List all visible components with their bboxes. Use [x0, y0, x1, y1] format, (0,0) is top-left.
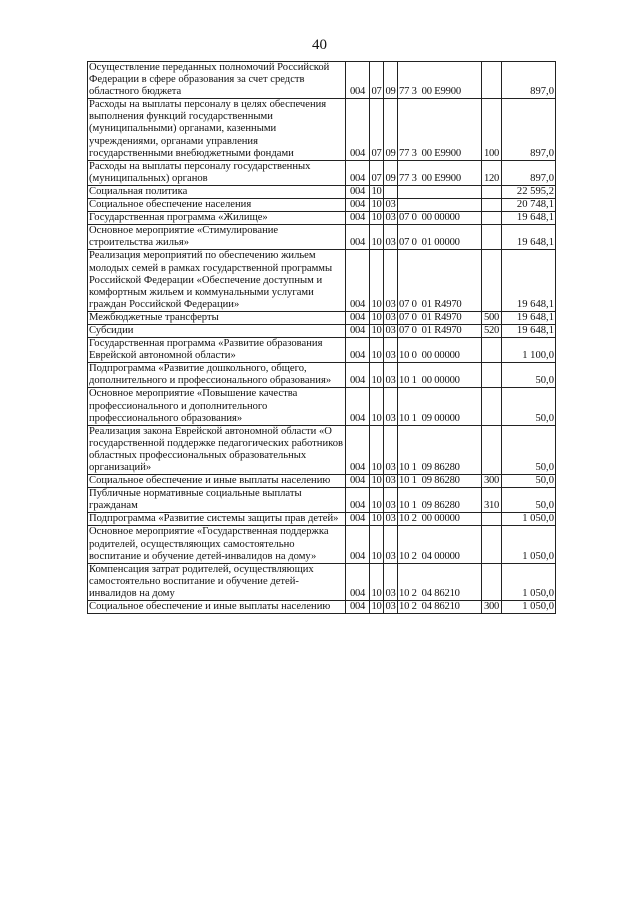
subsection-code: 03 [385, 513, 396, 525]
section-code: 10 [370, 250, 384, 311]
table-row [88, 99, 556, 160]
amount: 897,0 [502, 99, 556, 160]
subsection-code: 09 [384, 160, 398, 185]
item-name: Подпрограмма «Развитие системы защиты прав детей» [88, 513, 346, 526]
item-name: Государственная программа «Развитие образования Еврейской автономной области» [88, 338, 346, 363]
section-code: 10 [371, 475, 382, 487]
section-code: 07 [370, 62, 384, 99]
expense-type-code [482, 199, 502, 212]
amount: 50,0 [502, 488, 556, 513]
amount: 19 648,1 [502, 311, 556, 324]
amount: 1 050,0 [502, 601, 556, 614]
table-row [88, 563, 556, 600]
expense-type-code [482, 388, 502, 425]
ministry-code: 004 [346, 563, 370, 600]
item-name: Основное мероприятие «Повышение качества профессионального и дополнительного профессионального образования» [88, 388, 346, 425]
item-name: Реализация мероприятий по обеспечению жильем молодых семей в рамках государственной программы Российской Федерации «Обеспечение доступным и комфортным жильем и коммунальными услугами граждан Российской Федерации» [88, 250, 346, 311]
table-row [88, 160, 556, 185]
ministry-code: 004 [346, 212, 370, 225]
ministry-code: 004 [346, 160, 370, 185]
item-name: Социальное обеспечение и иные выплаты населению [88, 601, 346, 614]
amount: 22 595,2 [502, 185, 556, 198]
subsection-code: 09 [384, 62, 398, 99]
target-article-code: 10 2 04 86210 [398, 563, 482, 600]
table-row [88, 225, 556, 250]
amount: 19 648,1 [502, 225, 556, 250]
amount: 50,0 [502, 363, 556, 388]
section-code: 10 [370, 526, 384, 563]
budget-table [87, 61, 556, 614]
item-name: Расходы на выплаты персоналу государственных (муниципальных) органов [88, 160, 346, 185]
ministry-code: 004 [346, 311, 370, 324]
section-code: 07 [370, 160, 384, 185]
amount: 1 050,0 [502, 563, 556, 600]
subsection-code: 03 [384, 388, 398, 425]
ministry-code: 004 [346, 601, 370, 614]
subsection-code: 03 [384, 225, 398, 250]
item-name: Межбюджетные трансферты [88, 311, 346, 324]
amount: 19 648,1 [502, 212, 556, 225]
amount: 19 648,1 [502, 250, 556, 311]
table-row [88, 475, 556, 488]
table-row [88, 425, 556, 474]
section-code: 10 [370, 388, 384, 425]
section-code: 10 [370, 338, 384, 363]
subsection-code: 03 [385, 212, 396, 224]
table-row [88, 185, 556, 198]
expense-type-code [482, 363, 502, 388]
subsection-code: 03 [384, 425, 398, 474]
expense-type-code [482, 513, 502, 526]
target-article-code [398, 185, 482, 198]
section-code: 07 [370, 99, 384, 160]
subsection-code: 03 [385, 324, 396, 336]
section-code: 10 [370, 225, 384, 250]
amount: 20 748,1 [502, 199, 556, 212]
expense-type-code [482, 250, 502, 311]
expense-type-code: 300 [482, 475, 502, 488]
target-article-code: 10 1 09 00000 [398, 388, 482, 425]
amount: 50,0 [502, 475, 556, 488]
table-row [88, 513, 556, 526]
table-row [88, 601, 556, 614]
ministry-code: 004 [346, 513, 370, 526]
expense-type-code: 310 [482, 488, 502, 513]
target-article-code: 10 1 09 86280 [398, 475, 482, 488]
expense-type-code [482, 185, 502, 198]
target-article-code: 10 1 09 86280 [398, 488, 482, 513]
section-code: 10 [370, 363, 384, 388]
ministry-code: 004 [346, 250, 370, 311]
item-name: Основное мероприятие «Стимулирование строительства жилья» [88, 225, 346, 250]
item-name: Социальное обеспечение и иные выплаты населению [88, 475, 346, 488]
subsection-code: 03 [384, 363, 398, 388]
expense-type-code [482, 338, 502, 363]
expense-type-code: 100 [482, 99, 502, 160]
target-article-code: 10 2 00 00000 [398, 513, 482, 526]
section-code: 10 [371, 601, 382, 613]
ministry-code: 004 [346, 425, 370, 474]
ministry-code: 004 [346, 475, 370, 488]
target-article-code: 10 1 09 86280 [398, 425, 482, 474]
target-article-code: 77 3 00 E9900 [398, 99, 482, 160]
subsection-code [384, 185, 398, 198]
target-article-code: 07 0 01 R4970 [398, 324, 482, 337]
expense-type-code [482, 526, 502, 563]
ministry-code: 004 [346, 388, 370, 425]
section-code: 10 [371, 324, 382, 336]
target-article-code: 07 0 01 00000 [398, 225, 482, 250]
subsection-code: 03 [384, 526, 398, 563]
expense-type-code: 500 [482, 311, 502, 324]
expense-type-code [482, 62, 502, 99]
section-code: 10 [370, 425, 384, 474]
subsection-code: 03 [385, 199, 396, 211]
target-article-code: 10 2 04 00000 [398, 526, 482, 563]
amount: 897,0 [502, 160, 556, 185]
target-article-code: 07 0 01 R4970 [398, 250, 482, 311]
item-name: Публичные нормативные социальные выплаты гражданам [88, 488, 346, 513]
expense-type-code: 120 [482, 160, 502, 185]
expense-type-code [482, 225, 502, 250]
ministry-code: 004 [346, 363, 370, 388]
section-code: 10 [371, 311, 382, 323]
table-row [88, 311, 556, 324]
target-article-code: 77 3 00 E9900 [398, 160, 482, 185]
subsection-code: 03 [385, 475, 396, 487]
amount: 50,0 [502, 425, 556, 474]
table-row [88, 363, 556, 388]
table-row [88, 250, 556, 311]
expense-type-code [482, 425, 502, 474]
page-number: 40 [312, 37, 327, 53]
amount: 1 100,0 [502, 338, 556, 363]
target-article-code: 10 1 00 00000 [398, 363, 482, 388]
table-row [88, 324, 556, 337]
target-article-code [398, 199, 482, 212]
subsection-code: 03 [384, 488, 398, 513]
target-article-code: 10 0 00 00000 [398, 338, 482, 363]
target-article-code: 10 2 04 86210 [398, 601, 482, 614]
table-row [88, 388, 556, 425]
item-name: Компенсация затрат родителей, осуществляющих самостоятельно воспитание и обучение детей-инвалидов на дому [88, 563, 346, 600]
target-article-code: 07 0 00 00000 [398, 212, 482, 225]
amount: 19 648,1 [502, 324, 556, 337]
expense-type-code [482, 563, 502, 600]
ministry-code: 004 [346, 99, 370, 160]
item-name: Основное мероприятие «Государственная поддержка родителей, осуществляющих самостоятельно воспитание и обучение детей-инвалидов на дому» [88, 526, 346, 563]
ministry-code: 004 [346, 62, 370, 99]
subsection-code: 03 [384, 338, 398, 363]
subsection-code: 03 [385, 601, 396, 613]
section-code: 10 [371, 199, 382, 211]
target-article-code: 07 0 01 R4970 [398, 311, 482, 324]
amount: 1 050,0 [502, 526, 556, 563]
item-name: Осуществление переданных полномочий Российской Федерации в сфере образования за счет средств областного бюджета [88, 62, 346, 99]
expense-type-code [482, 212, 502, 225]
section-code: 10 [370, 488, 384, 513]
table-row [88, 526, 556, 563]
item-name: Подпрограмма «Развитие дошкольного, общего, дополнительного и профессионального образования» [88, 363, 346, 388]
ministry-code: 004 [346, 324, 370, 337]
item-name: Социальная политика [88, 185, 346, 198]
subsection-code: 03 [384, 250, 398, 311]
table-row [88, 212, 556, 225]
amount: 1 050,0 [502, 513, 556, 526]
item-name: Государственная программа «Жилище» [88, 212, 346, 225]
subsection-code: 09 [384, 99, 398, 160]
subsection-code: 03 [384, 563, 398, 600]
item-name: Реализация закона Еврейской автономной области «О государственной поддержке педагогических работников областных профессиональных образовательных организаций» [88, 425, 346, 474]
ministry-code: 004 [346, 185, 370, 198]
subsection-code: 03 [385, 311, 396, 323]
table-row [88, 199, 556, 212]
section-code: 10 [370, 563, 384, 600]
ministry-code: 004 [346, 225, 370, 250]
expense-type-code: 520 [482, 324, 502, 337]
section-code: 10 [371, 212, 382, 224]
ministry-code: 004 [346, 488, 370, 513]
section-code: 10 [371, 513, 382, 525]
section-code: 10 [371, 185, 382, 197]
item-name: Субсидии [88, 324, 346, 337]
target-article-code: 77 3 00 E9900 [398, 62, 482, 99]
amount: 50,0 [502, 388, 556, 425]
table-row [88, 338, 556, 363]
amount: 897,0 [502, 62, 556, 99]
ministry-code: 004 [346, 526, 370, 563]
item-name: Расходы на выплаты персоналу в целях обеспечения выполнения функций государственными (муниципальными) органами, казенными учреждениями, органами управления государственными внебюджетными фондами [88, 99, 346, 160]
item-name: Социальное обеспечение населения [88, 199, 346, 212]
ministry-code: 004 [346, 199, 370, 212]
table-row [88, 62, 556, 99]
table-row [88, 488, 556, 513]
ministry-code: 004 [346, 338, 370, 363]
expense-type-code: 300 [482, 601, 502, 614]
